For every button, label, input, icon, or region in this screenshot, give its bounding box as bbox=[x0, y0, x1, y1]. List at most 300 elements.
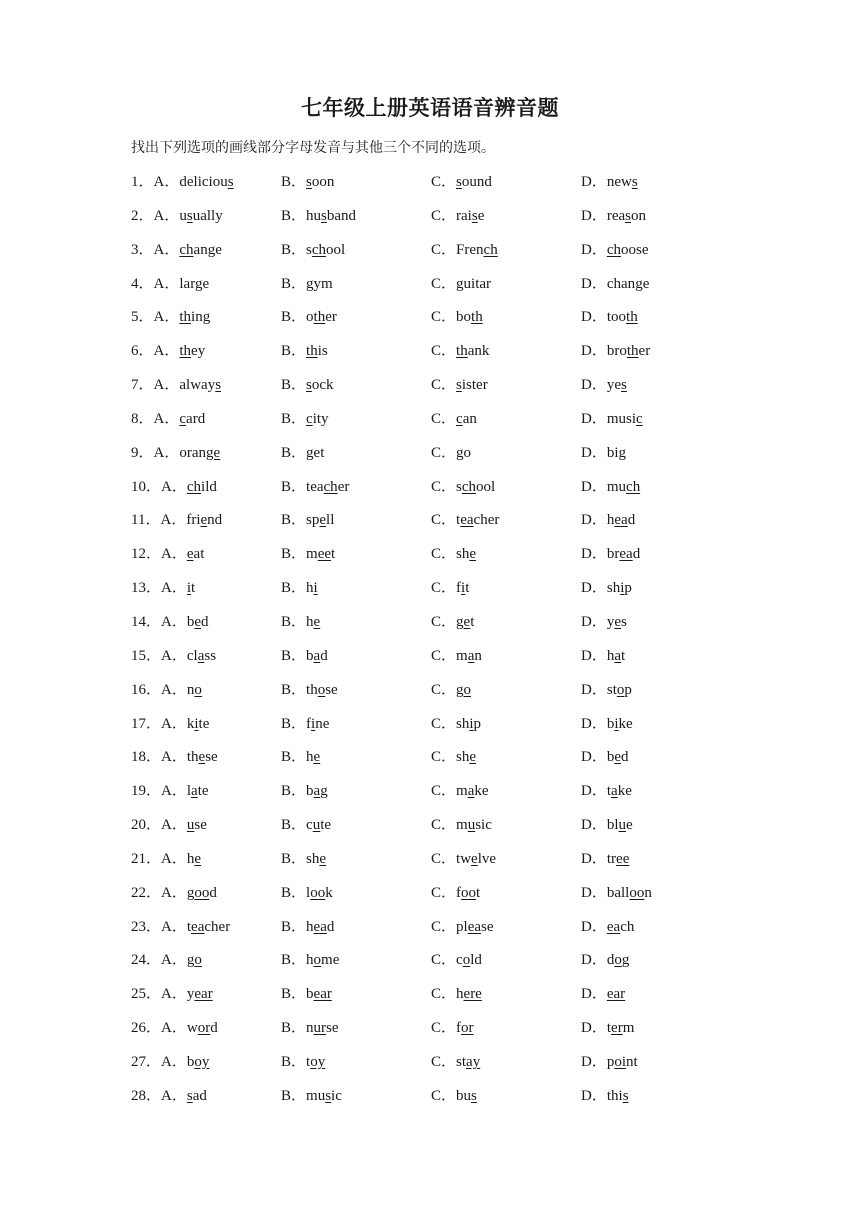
question-number: 21 bbox=[131, 850, 146, 867]
option-word bbox=[607, 986, 625, 1002]
word-prefix: n bbox=[306, 1020, 314, 1037]
option-d bbox=[581, 1050, 638, 1071]
option-letter: A bbox=[161, 986, 172, 1003]
option-b bbox=[281, 542, 335, 563]
word-prefix: f bbox=[456, 884, 462, 901]
option-d bbox=[581, 610, 627, 631]
option-word bbox=[607, 546, 640, 562]
option-c bbox=[431, 238, 498, 259]
word-suffix: se bbox=[325, 681, 338, 698]
option-c bbox=[431, 1050, 480, 1071]
option-word bbox=[456, 851, 496, 867]
letter-sep: ． bbox=[591, 1053, 607, 1070]
word-prefix: th bbox=[306, 681, 318, 698]
letter-sep: ． bbox=[171, 1087, 187, 1104]
underlined-letters: oo bbox=[310, 884, 326, 901]
underlined-letters: g bbox=[618, 444, 627, 461]
underlined-letters: o bbox=[194, 681, 202, 698]
question-row bbox=[0, 637, 860, 671]
option-d bbox=[581, 407, 643, 428]
word-prefix: t bbox=[306, 1053, 311, 1070]
letter-sep: ． bbox=[291, 613, 307, 630]
option-letter: A bbox=[161, 478, 172, 495]
option-word bbox=[187, 783, 209, 799]
option-word bbox=[456, 952, 482, 968]
underlined-letters: s bbox=[306, 174, 312, 190]
number-sep: ． bbox=[138, 275, 154, 292]
question-row bbox=[0, 231, 860, 265]
letter-sep: ． bbox=[291, 783, 307, 800]
option-letter: C bbox=[431, 681, 442, 698]
word-prefix: pl bbox=[456, 918, 468, 935]
option-word bbox=[456, 1020, 474, 1036]
word-suffix: lve bbox=[477, 850, 497, 867]
underlined-letters: ee bbox=[317, 546, 332, 563]
option-word bbox=[187, 1020, 218, 1036]
option-word bbox=[607, 512, 635, 528]
option-c bbox=[431, 644, 482, 665]
letter-sep: ． bbox=[591, 546, 607, 563]
underlined-letters: e bbox=[463, 613, 471, 630]
word-prefix: t bbox=[606, 783, 612, 800]
option-a bbox=[131, 712, 209, 733]
option-a bbox=[131, 170, 234, 191]
number-sep: ． bbox=[146, 546, 162, 563]
letter-sep: ． bbox=[171, 1053, 187, 1070]
underlined-letters: ea bbox=[460, 512, 474, 529]
word-prefix: n bbox=[186, 681, 195, 698]
option-word bbox=[607, 174, 638, 190]
number-sep: ． bbox=[146, 681, 162, 698]
underlined-letters: i bbox=[469, 715, 474, 732]
letter-sep: ． bbox=[441, 207, 457, 224]
word-prefix: rea bbox=[606, 207, 626, 224]
underlined-letters: a bbox=[313, 647, 321, 664]
option-d bbox=[581, 576, 632, 597]
option-letter: B bbox=[281, 174, 292, 190]
question-row bbox=[0, 738, 860, 772]
word-suffix: t bbox=[621, 647, 626, 664]
question-number: 5 bbox=[131, 309, 139, 326]
number-sep: ． bbox=[146, 478, 162, 495]
option-word bbox=[187, 716, 210, 732]
word-suffix: te bbox=[320, 817, 332, 834]
underlined-letters: ea bbox=[313, 918, 327, 935]
letter-sep: ． bbox=[441, 1053, 457, 1070]
letter-sep: ． bbox=[171, 681, 187, 698]
option-letter: A bbox=[153, 241, 165, 258]
letter-sep: ． bbox=[441, 681, 457, 698]
option-c bbox=[431, 272, 491, 293]
option-c bbox=[431, 339, 489, 360]
word-prefix: h bbox=[606, 647, 615, 664]
option-d bbox=[581, 475, 640, 496]
option-word bbox=[456, 309, 483, 325]
option-letter: D bbox=[581, 343, 592, 360]
word-prefix: bo bbox=[456, 309, 472, 326]
underlined-letters: a bbox=[611, 783, 618, 800]
word-suffix: nt bbox=[626, 1053, 638, 1070]
option-a bbox=[131, 475, 217, 496]
option-letter: A bbox=[153, 174, 165, 190]
option-letter: C bbox=[431, 647, 442, 664]
option-word bbox=[306, 716, 329, 732]
option-letter: A bbox=[161, 580, 172, 597]
option-b bbox=[281, 305, 337, 326]
option-letter: D bbox=[581, 1020, 592, 1037]
option-b bbox=[281, 881, 333, 902]
option-word bbox=[456, 343, 489, 359]
word-prefix: Fren bbox=[456, 241, 484, 258]
option-word bbox=[607, 682, 632, 698]
underlined-letters: ch bbox=[606, 241, 622, 258]
word-suffix: ity bbox=[312, 410, 329, 427]
option-d bbox=[581, 508, 635, 529]
word-suffix: se bbox=[481, 918, 494, 935]
number-sep: ． bbox=[146, 1020, 162, 1037]
underlined-letters: ch bbox=[179, 241, 194, 258]
word-suffix: er bbox=[337, 478, 350, 495]
letter-sep: ． bbox=[291, 1053, 307, 1070]
word-suffix: ange bbox=[193, 241, 222, 258]
word-suffix: ool bbox=[476, 478, 496, 495]
option-word bbox=[179, 343, 205, 359]
word-prefix: b bbox=[606, 749, 615, 766]
option-letter: C bbox=[431, 207, 442, 224]
question-row bbox=[0, 705, 860, 739]
underlined-letters: i bbox=[620, 580, 625, 597]
option-letter: A bbox=[153, 207, 165, 224]
word-suffix: d bbox=[632, 546, 641, 563]
question-number: 10 bbox=[131, 478, 146, 495]
question-row bbox=[0, 1077, 860, 1111]
number-sep: ． bbox=[146, 884, 162, 901]
question-number: 22 bbox=[131, 884, 146, 901]
option-b bbox=[281, 508, 334, 529]
word-suffix: ound bbox=[461, 174, 492, 190]
word-suffix: ke bbox=[474, 783, 489, 800]
underlined-letters: s bbox=[471, 207, 478, 224]
word-suffix: ym bbox=[313, 275, 333, 292]
option-a bbox=[131, 644, 216, 665]
underlined-letters: i bbox=[186, 580, 192, 597]
option-word bbox=[306, 1088, 342, 1104]
word-suffix: se bbox=[205, 749, 218, 766]
word-suffix: n bbox=[644, 884, 652, 901]
word-prefix: h bbox=[606, 512, 615, 529]
underlined-letters: ch bbox=[461, 478, 477, 495]
word-prefix: l bbox=[306, 884, 311, 901]
word-prefix: h bbox=[456, 986, 464, 1003]
word-suffix: d bbox=[209, 884, 217, 901]
option-word bbox=[306, 546, 335, 562]
word-suffix: uitar bbox=[463, 275, 492, 292]
underlined-letters: o bbox=[194, 952, 202, 969]
letter-sep: ． bbox=[164, 410, 180, 427]
option-d bbox=[581, 847, 629, 868]
word-prefix: bro bbox=[606, 343, 627, 360]
letter-sep: ． bbox=[591, 715, 607, 732]
option-word bbox=[456, 749, 476, 765]
option-word bbox=[306, 1054, 325, 1070]
letter-sep: ． bbox=[164, 343, 180, 360]
letter-sep: ． bbox=[171, 613, 187, 630]
word-prefix: t bbox=[186, 918, 192, 935]
letter-sep: ． bbox=[164, 207, 180, 224]
letter-sep: ． bbox=[441, 343, 457, 360]
word-suffix: at bbox=[193, 546, 205, 563]
letter-sep: ． bbox=[591, 309, 607, 326]
option-d bbox=[581, 441, 626, 462]
word-suffix: se bbox=[194, 817, 207, 834]
question-row bbox=[0, 535, 860, 569]
underlined-letters: th bbox=[313, 309, 326, 326]
underlined-letters: th bbox=[626, 343, 639, 360]
word-suffix: oon bbox=[311, 174, 335, 190]
option-b bbox=[281, 712, 329, 733]
option-word bbox=[607, 377, 627, 393]
option-letter: C bbox=[431, 918, 442, 935]
option-word bbox=[306, 445, 324, 461]
underlined-letters: a bbox=[467, 647, 475, 664]
option-word bbox=[456, 208, 484, 224]
question-number: 12 bbox=[131, 546, 146, 563]
word-suffix: e bbox=[626, 817, 633, 834]
question-number: 3 bbox=[131, 241, 139, 258]
number-sep: ． bbox=[138, 377, 154, 394]
option-word bbox=[456, 174, 492, 190]
word-prefix: t bbox=[606, 1020, 612, 1037]
question-number: 7 bbox=[131, 377, 139, 394]
letter-sep: ． bbox=[441, 512, 457, 529]
option-letter: D bbox=[581, 884, 592, 901]
word-prefix: w bbox=[186, 1020, 198, 1037]
option-word bbox=[187, 919, 230, 935]
option-word bbox=[179, 411, 205, 427]
letter-sep: ． bbox=[291, 580, 307, 597]
letter-sep: ． bbox=[591, 207, 607, 224]
word-prefix: sp bbox=[306, 512, 320, 529]
letter-sep: ． bbox=[291, 309, 307, 326]
word-prefix: ye bbox=[606, 377, 622, 394]
word-prefix: h bbox=[306, 613, 314, 630]
option-d bbox=[581, 745, 629, 766]
number-sep: ． bbox=[146, 749, 162, 766]
option-word bbox=[306, 1020, 339, 1036]
letter-sep: ． bbox=[441, 613, 457, 630]
word-prefix: sh bbox=[456, 749, 470, 766]
option-letter: C bbox=[431, 884, 442, 901]
option-letter: B bbox=[281, 918, 292, 935]
word-suffix: nd bbox=[207, 512, 223, 529]
option-letter: B bbox=[281, 884, 292, 901]
underlined-letters: e bbox=[194, 850, 202, 867]
option-word bbox=[607, 411, 643, 427]
number-sep: ． bbox=[146, 715, 162, 732]
letter-sep: ． bbox=[171, 817, 187, 834]
option-letter: B bbox=[281, 546, 292, 563]
word-suffix: d bbox=[320, 647, 328, 664]
number-sep: ． bbox=[146, 817, 162, 834]
underlined-letters: i bbox=[614, 715, 619, 732]
word-prefix: sh bbox=[606, 580, 621, 597]
underlined-letters: oo bbox=[461, 884, 477, 901]
word-prefix: sh bbox=[306, 850, 320, 867]
option-letter: D bbox=[581, 749, 592, 766]
question-number: 20 bbox=[131, 817, 146, 834]
option-word bbox=[456, 242, 498, 258]
underlined-letters: oo bbox=[629, 884, 645, 901]
option-d bbox=[581, 339, 650, 360]
option-letter: D bbox=[581, 783, 592, 800]
option-d bbox=[581, 305, 638, 326]
word-prefix: lar bbox=[179, 275, 195, 292]
underlined-letters: s bbox=[471, 1087, 477, 1104]
number-sep: ． bbox=[146, 1053, 162, 1070]
underlined-letters: th bbox=[306, 343, 318, 360]
letter-sep: ． bbox=[291, 749, 307, 766]
question-number: 19 bbox=[131, 783, 146, 800]
option-letter: C bbox=[431, 241, 442, 258]
option-word bbox=[607, 1088, 629, 1104]
option-letter: A bbox=[153, 377, 165, 394]
underlined-letters: c bbox=[456, 410, 463, 427]
option-letter: C bbox=[431, 410, 442, 427]
option-c bbox=[431, 508, 499, 529]
word-prefix: g bbox=[456, 613, 464, 630]
letter-sep: ． bbox=[164, 377, 180, 394]
option-letter: A bbox=[161, 681, 172, 698]
underlined-letters: ea bbox=[467, 918, 482, 935]
underlined-letters: u bbox=[312, 817, 321, 834]
option-word bbox=[306, 749, 320, 765]
underlined-letters: ch bbox=[626, 478, 641, 495]
question-number: 24 bbox=[131, 952, 146, 969]
option-a bbox=[131, 238, 222, 259]
option-c bbox=[431, 204, 484, 225]
option-a bbox=[131, 915, 230, 936]
word-suffix: d bbox=[627, 512, 636, 529]
option-word bbox=[456, 546, 476, 562]
option-b bbox=[281, 272, 333, 293]
underlined-letters: s bbox=[622, 1087, 629, 1104]
option-a bbox=[131, 779, 209, 800]
option-c bbox=[431, 745, 476, 766]
option-d bbox=[581, 238, 649, 259]
number-sep: ． bbox=[146, 1087, 162, 1104]
letter-sep: ． bbox=[441, 309, 457, 326]
letter-sep: ． bbox=[441, 817, 457, 834]
letter-sep: ． bbox=[591, 343, 607, 360]
letter-sep: ． bbox=[441, 1020, 457, 1037]
option-b bbox=[281, 407, 329, 428]
option-a bbox=[131, 982, 213, 1003]
word-prefix: hu bbox=[306, 207, 322, 224]
word-prefix: deliciou bbox=[179, 174, 228, 190]
underlined-letters: ea bbox=[614, 512, 628, 529]
option-word bbox=[456, 614, 474, 630]
word-prefix: l bbox=[186, 783, 192, 800]
number-sep: ． bbox=[146, 613, 162, 630]
word-prefix: y bbox=[606, 613, 615, 630]
word-suffix: p bbox=[624, 681, 632, 698]
option-letter: A bbox=[161, 850, 172, 867]
option-word bbox=[456, 817, 492, 833]
option-letter: B bbox=[281, 343, 292, 360]
word-suffix: te bbox=[198, 715, 210, 732]
word-suffix: d bbox=[201, 613, 209, 630]
underlined-letters: s bbox=[186, 207, 193, 224]
option-b bbox=[281, 576, 318, 597]
option-letter: C bbox=[431, 478, 442, 495]
underlined-letters: i bbox=[461, 580, 466, 597]
word-suffix: ld bbox=[470, 952, 482, 969]
word-prefix: st bbox=[456, 1053, 467, 1070]
word-prefix: cl bbox=[186, 647, 198, 664]
option-word bbox=[306, 276, 333, 292]
option-letter: A bbox=[153, 444, 165, 461]
option-a bbox=[131, 1016, 218, 1037]
option-letter: A bbox=[161, 817, 172, 834]
word-suffix: ank bbox=[467, 343, 490, 360]
question-row bbox=[0, 874, 860, 908]
option-word bbox=[179, 309, 210, 325]
underlined-letters: e bbox=[194, 613, 202, 630]
option-b bbox=[281, 373, 334, 394]
option-letter: A bbox=[153, 343, 165, 360]
option-word bbox=[306, 242, 345, 258]
word-prefix: d bbox=[606, 952, 615, 969]
question-row bbox=[0, 366, 860, 400]
option-word bbox=[456, 411, 477, 427]
option-letter: D bbox=[581, 681, 592, 698]
option-word bbox=[456, 1054, 480, 1070]
letter-sep: ． bbox=[291, 343, 307, 360]
underlined-letters: u bbox=[186, 817, 195, 834]
option-a bbox=[131, 576, 195, 597]
option-word bbox=[187, 1088, 207, 1104]
word-suffix: d bbox=[210, 1020, 218, 1037]
underlined-letters: ay bbox=[466, 1053, 481, 1070]
option-word bbox=[187, 952, 202, 968]
option-letter: D bbox=[581, 1087, 592, 1104]
word-suffix: n bbox=[474, 647, 482, 664]
underlined-letters: ear bbox=[313, 986, 332, 1003]
option-a bbox=[131, 339, 205, 360]
option-d bbox=[581, 1084, 629, 1105]
word-suffix: o bbox=[463, 444, 472, 461]
option-d bbox=[581, 542, 640, 563]
option-word bbox=[456, 986, 482, 1002]
word-prefix: b bbox=[186, 1053, 195, 1070]
option-letter: A bbox=[153, 410, 165, 427]
underlined-letters: g bbox=[306, 444, 314, 461]
underlined-letters: oy bbox=[194, 1053, 210, 1070]
letter-sep: ． bbox=[591, 952, 607, 969]
option-a bbox=[131, 610, 209, 631]
option-letter: A bbox=[161, 749, 172, 766]
option-word bbox=[456, 682, 471, 698]
question-row bbox=[0, 772, 860, 806]
letter-sep: ． bbox=[164, 275, 180, 292]
letter-sep: ． bbox=[441, 275, 457, 292]
option-letter: B bbox=[281, 749, 292, 766]
option-word bbox=[187, 546, 205, 562]
option-word bbox=[187, 851, 201, 867]
underlined-letters: s bbox=[456, 377, 462, 394]
option-letter: C bbox=[431, 1020, 442, 1037]
option-letter: B bbox=[281, 275, 292, 292]
